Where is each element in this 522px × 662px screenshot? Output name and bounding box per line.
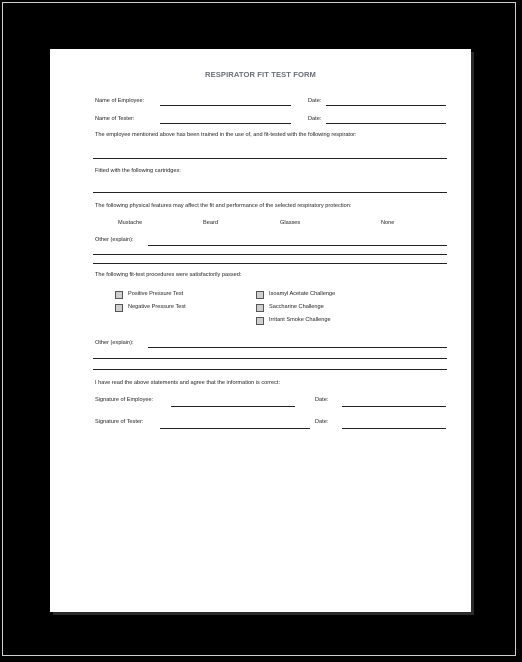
other-explain-line-3[interactable] [93, 263, 447, 264]
name-employee-label: Name of Employee: [95, 98, 145, 104]
procedure-positive-pressure: Positive Pressure Test [128, 291, 184, 297]
other-explain-2-line-2[interactable] [93, 358, 447, 359]
other-explain-label-2: Other (explain): [95, 340, 134, 346]
date-employee-field[interactable] [326, 105, 446, 106]
other-explain-field-2[interactable] [148, 347, 447, 348]
name-tester-field[interactable] [160, 123, 291, 124]
checkbox-irritant-smoke[interactable] [256, 317, 264, 325]
signature-employee-label: Signature of Employee: [95, 397, 154, 403]
feature-beard[interactable]: Beard [203, 220, 218, 226]
signature-tester-field[interactable] [160, 428, 310, 429]
procedure-isoamyl-acetate: Isoamyl Acetate Challenge [269, 291, 336, 297]
form-page [50, 49, 471, 612]
cartridges-label: Fitted with the following cartridges: [95, 168, 181, 174]
checkbox-saccharine[interactable] [256, 304, 264, 312]
agreement-statement: I have read the above statements and agree that the information is correct: [95, 380, 281, 386]
date-signature-tester-field[interactable] [342, 428, 446, 429]
name-employee-field[interactable] [160, 105, 291, 106]
checkbox-positive-pressure[interactable] [115, 291, 123, 299]
date-label-employee: Date: [308, 98, 322, 104]
procedure-irritant-smoke: Irritant Smoke Challenge [269, 317, 331, 323]
signature-employee-field[interactable] [171, 406, 295, 407]
other-explain-field[interactable] [148, 245, 447, 246]
procedure-negative-pressure: Negative Pressure Test [128, 304, 186, 310]
procedures-statement: The following fit-test procedures were satisfactorily passed: [95, 272, 242, 278]
date-label-signature-tester: Date: [315, 419, 329, 425]
feature-none[interactable]: None [381, 220, 395, 226]
other-explain-2-line-3[interactable] [93, 369, 447, 370]
checkbox-isoamyl-acetate[interactable] [256, 291, 264, 299]
trained-statement: The employee mentioned above has been trained in the use of, and fit-tested with the following respirator: [95, 132, 357, 138]
feature-mustache[interactable]: Mustache [118, 220, 143, 226]
cartridges-field[interactable] [93, 192, 447, 193]
name-tester-label: Name of Tester: [95, 116, 135, 122]
form-title: RESPIRATOR FIT TEST FORM [205, 70, 316, 79]
respirator-field[interactable] [93, 158, 447, 159]
feature-glasses[interactable]: Glasses [280, 220, 301, 226]
date-label-tester: Date: [308, 116, 322, 122]
date-tester-field[interactable] [326, 123, 446, 124]
other-explain-line-2[interactable] [93, 254, 447, 255]
date-label-signature-employee: Date: [315, 397, 329, 403]
signature-tester-label: Signature of Tester: [95, 419, 144, 425]
date-signature-employee-field[interactable] [342, 406, 446, 407]
other-explain-label: Other (explain): [95, 237, 134, 243]
procedure-saccharine: Saccharine Challenge [269, 304, 324, 310]
physical-features-statement: The following physical features may affect the fit and performance of the selected respiratory protection: [95, 203, 352, 209]
checkbox-negative-pressure[interactable] [115, 304, 123, 312]
